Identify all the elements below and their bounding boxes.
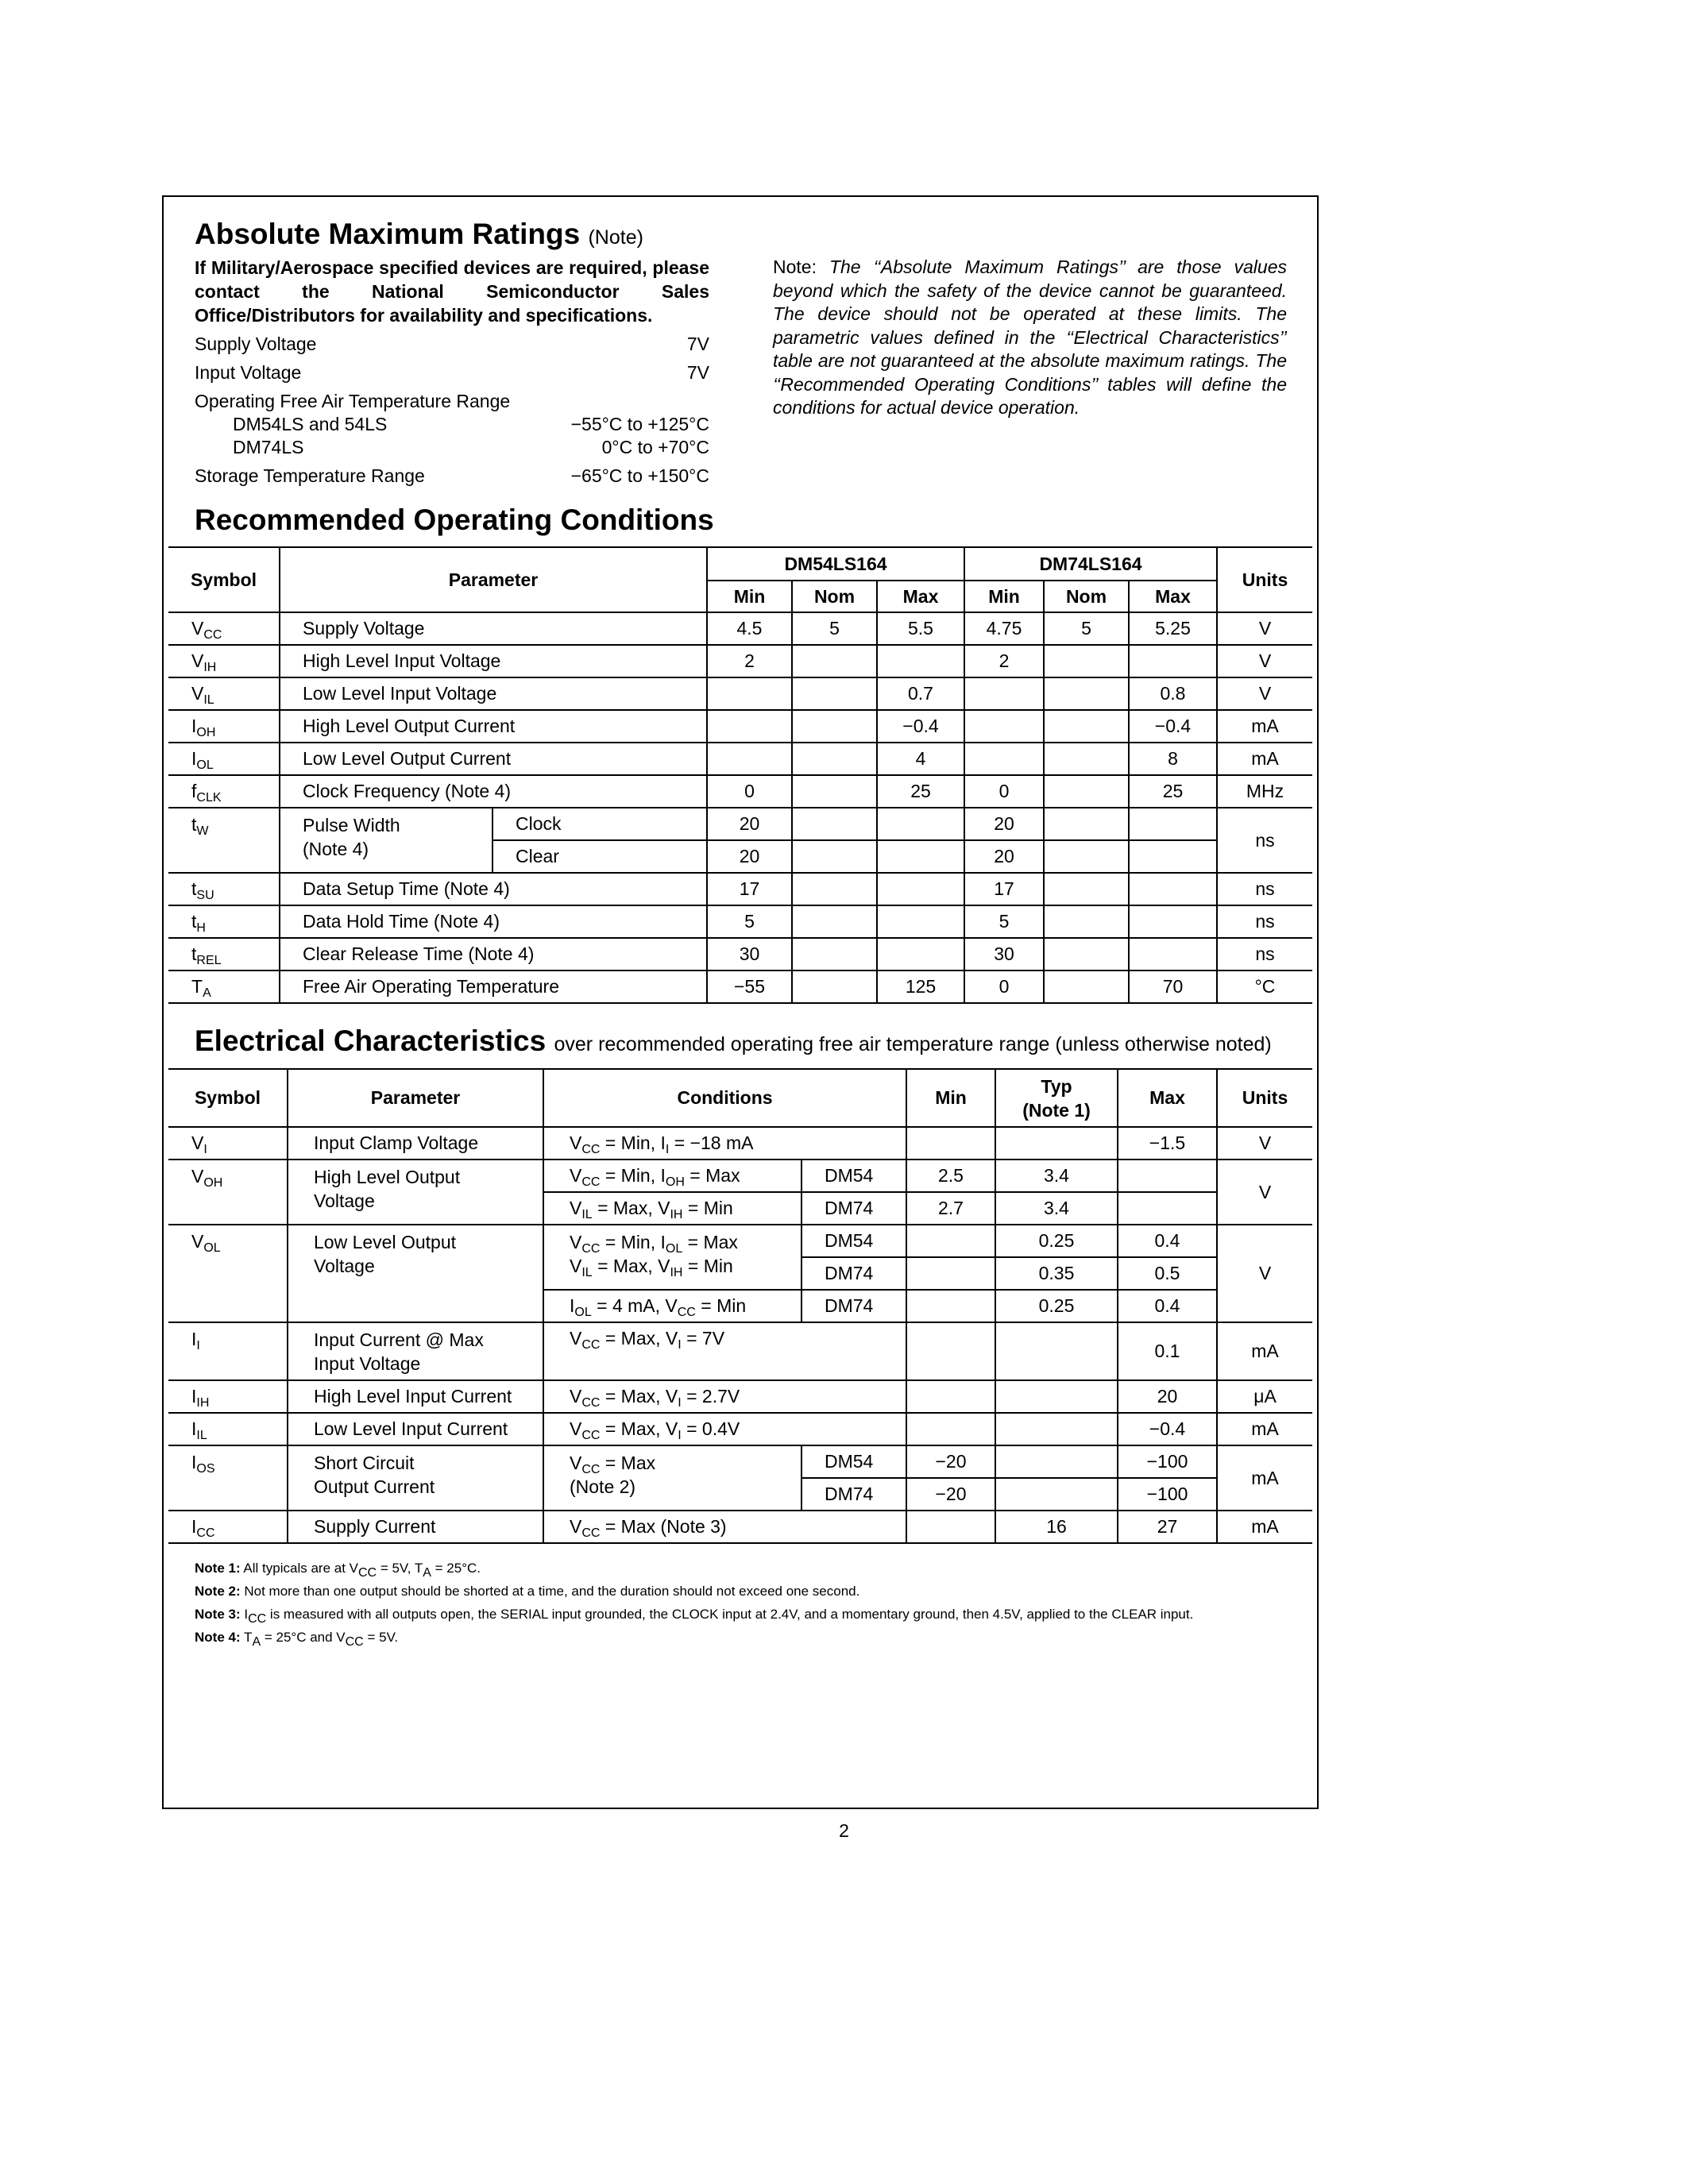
roc-cell: 4.75: [964, 612, 1044, 645]
ec-device: DM74: [802, 1478, 906, 1511]
amr-dm74-value: 0°C to +70°C: [601, 437, 709, 457]
roc-param: Data Setup Time (Note 4): [280, 873, 707, 905]
roc-cell: 125: [877, 970, 964, 1003]
amr-dm54-label: DM54LS and 54LS: [233, 414, 388, 434]
roc-cell: [792, 645, 877, 677]
roc-cell: 0.7: [877, 677, 964, 710]
page-number: 2: [839, 1820, 849, 1841]
roc-cell: [792, 743, 877, 775]
roc-cell: [1044, 873, 1129, 905]
ec-units: μA: [1217, 1380, 1312, 1413]
roc-cell: 20: [707, 840, 792, 873]
ec-cond: $V_{CC}$ = Max (Note 2): [543, 1445, 802, 1511]
note-4: Note 4: $T_A = 25^\circ C$ and $V_{CC} = 5V$.: [195, 1630, 399, 1649]
roc-cell: [792, 710, 877, 743]
roc-row: [168, 677, 1312, 710]
roc-cell: 0.8: [1129, 677, 1217, 710]
roc-cell: 4: [877, 743, 964, 775]
ec-typ: 0.25: [995, 1290, 1118, 1322]
ec-param: Low Level Input Current: [288, 1413, 543, 1445]
roc-cell: 5.25: [1129, 612, 1217, 645]
amr-supply-label: Supply Voltage: [195, 334, 317, 354]
ec-max: −100: [1118, 1478, 1217, 1511]
ec-title: [195, 1024, 1272, 1058]
ec-h-parameter: Parameter: [288, 1069, 543, 1127]
roc-row: [168, 743, 1312, 775]
ec-max: −100: [1118, 1445, 1217, 1478]
ec-sym: $V_{OH}$: [168, 1160, 288, 1225]
amr-input-row: [195, 362, 709, 386]
ec-max: 0.1: [1118, 1322, 1217, 1380]
roc-cell: [1044, 840, 1129, 873]
roc-cell: [1129, 808, 1217, 840]
note-3: Note 3: $I_{CC}$ is measured with all outputs open, the SERIAL input grounded, the CLOCK input at 2.4V, and a momentary ground, then 4.5V, applied to the CLEAR input.: [195, 1607, 1194, 1626]
roc-cell: 0: [964, 775, 1044, 808]
roc-h-nom: Nom: [1044, 581, 1129, 612]
ec-h-symbol: Symbol: [168, 1069, 288, 1127]
amr-optemp-label: Operating Free Air Temperature Range: [195, 391, 511, 411]
roc-sym: $V_{CC}$: [168, 612, 280, 645]
ec-h-typ: Typ (Note 1): [995, 1069, 1118, 1127]
ec-device: DM54: [802, 1160, 906, 1192]
ec-param: Input Clamp Voltage: [288, 1127, 543, 1160]
roc-cell: [1129, 840, 1217, 873]
roc-cell: [792, 677, 877, 710]
roc-param: Free Air Operating Temperature: [280, 970, 707, 1003]
ec-param: Supply Current: [288, 1511, 543, 1543]
amr-storage-row: [195, 465, 709, 489]
ec-units: mA: [1217, 1413, 1312, 1445]
amr-title-note: (Note): [588, 226, 643, 249]
roc-cell: [877, 938, 964, 970]
ec-max: 27: [1118, 1511, 1217, 1543]
roc-h-nom: Nom: [792, 581, 877, 612]
roc-sym: $I_{OH}$: [168, 710, 280, 743]
roc-sym: $t_W$: [168, 808, 280, 873]
roc-cell: 0: [964, 970, 1044, 1003]
ec-row-vi: [168, 1127, 1312, 1160]
ec-cond: $V_{CC}$ = Max, $V_I = 2.7V$: [543, 1380, 906, 1413]
roc-param: Clock Frequency (Note 4): [280, 775, 707, 808]
roc-units: V: [1217, 645, 1312, 677]
amr-storage-label: Storage Temperature Range: [195, 465, 425, 486]
roc-cell: 4.5: [707, 612, 792, 645]
note-1: Note 1: All typicals are at $V_{CC} = 5V$, $T_A = 25^\circ C$.: [195, 1561, 481, 1580]
roc-cell: 5: [1044, 612, 1129, 645]
ec-sym: $V_I$: [168, 1127, 288, 1160]
roc-cell: [1044, 808, 1129, 840]
roc-cell: 20: [964, 808, 1044, 840]
amr-storage-value: −65°C to +150°C: [570, 465, 709, 486]
roc-cell: [1044, 677, 1129, 710]
roc-cell: 17: [964, 873, 1044, 905]
amr-title: [195, 218, 643, 251]
roc-row: [168, 970, 1312, 1003]
ec-param: Input Current @ Max Input Voltage: [288, 1322, 543, 1380]
roc-cell: −0.4: [877, 710, 964, 743]
ec-units: V: [1217, 1127, 1312, 1160]
roc-cell: 25: [877, 775, 964, 808]
ec-min: 2.5: [906, 1160, 995, 1192]
roc-units: mA: [1217, 710, 1312, 743]
amr-supply-row: [195, 334, 709, 357]
ec-h-max: Max: [1118, 1069, 1217, 1127]
roc-cell: [792, 808, 877, 840]
amr-input-value: 7V: [686, 362, 709, 383]
roc-title: Recommended Operating Conditions: [195, 504, 714, 536]
roc-h-units: Units: [1217, 547, 1312, 612]
ec-typ: 3.4: [995, 1160, 1118, 1192]
roc-cell: [1129, 905, 1217, 938]
roc-sym: $t_{SU}$: [168, 873, 280, 905]
ec-units: mA: [1217, 1445, 1312, 1511]
roc-param: Pulse Width (Note 4): [280, 808, 492, 873]
ec-sym: $I_{CC}$: [168, 1511, 288, 1543]
roc-cell: 5: [964, 905, 1044, 938]
ec-typ: 3.4: [995, 1192, 1118, 1225]
ec-cond: $V_{CC}$ = Min, $I_{OH}$ = Max: [543, 1160, 802, 1192]
ec-row-voh: [168, 1160, 1312, 1192]
roc-cell: 25: [1129, 775, 1217, 808]
roc-units: ns: [1217, 938, 1312, 970]
roc-sym: $t_{REL}$: [168, 938, 280, 970]
roc-table: [168, 546, 1312, 1004]
roc-cell: 2: [964, 645, 1044, 677]
ec-device: DM54: [802, 1225, 906, 1257]
amr-optemp-row: [195, 391, 709, 415]
ec-device: DM54: [802, 1445, 906, 1478]
military-text: If Military/Aerospace specified devices are required, please contact the National Semiconductor Sales Office/Distributors for availability and specifications.: [195, 257, 709, 326]
ec-subtitle: over recommended operating free air temperature range (unless otherwise noted): [554, 1033, 1272, 1055]
ec-units: V: [1217, 1225, 1312, 1322]
amr-note-text: The ‘‘Absolute Maximum Ratings’’ are those values beyond which the safety of the device cannot be guaranteed. The device should not be operated at these limits. The parametric values defined in the ‘‘Electrical Characteristics’’ table are not guaranteed at the absolute maximum ratings. The ‘‘Recommended Operating Conditions’’ tables will define the conditions for actual device operation.: [773, 257, 1287, 418]
ec-row-ios: [168, 1445, 1312, 1478]
ec-cond: $V_{CC}$ = Max, $V_I = 7V$: [543, 1322, 906, 1380]
roc-cell: [964, 710, 1044, 743]
roc-row: [168, 905, 1312, 938]
roc-units: MHz: [1217, 775, 1312, 808]
ec-cond: $V_{CC}$ = Min, $I_{OL}$ = Max $V_{IL}$ = Max, $V_{IH}$ = Min: [543, 1225, 802, 1290]
roc-units: V: [1217, 677, 1312, 710]
ec-row-vol: [168, 1225, 1312, 1257]
amr-input-label: Input Voltage: [195, 362, 302, 383]
ec-max: −0.4: [1118, 1413, 1217, 1445]
roc-cell: 30: [964, 938, 1044, 970]
ec-cond: $V_{CC}$ = Min, $I_I = -18$ mA: [543, 1127, 906, 1160]
ec-row-iil: [168, 1413, 1312, 1445]
roc-units: mA: [1217, 743, 1312, 775]
roc-h-max: Max: [877, 581, 964, 612]
roc-cell: 70: [1129, 970, 1217, 1003]
ec-h-conditions: Conditions: [543, 1069, 906, 1127]
ec-h-min: Min: [906, 1069, 995, 1127]
roc-h-max: Max: [1129, 581, 1217, 612]
ec-row-icc: [168, 1511, 1312, 1543]
ec-max: 0.5: [1118, 1257, 1217, 1290]
roc-param: High Level Output Current: [280, 710, 707, 743]
roc-row: [168, 938, 1312, 970]
roc-cell: 30: [707, 938, 792, 970]
roc-tw-clock-label: Clock: [492, 808, 707, 840]
ec-sym: $I_I$: [168, 1322, 288, 1380]
ec-device: DM74: [802, 1192, 906, 1225]
roc-cell: [877, 905, 964, 938]
amr-dm74-label: DM74LS: [233, 437, 304, 457]
roc-row: [168, 775, 1312, 808]
ec-h-units: Units: [1217, 1069, 1312, 1127]
roc-param: Low Level Output Current: [280, 743, 707, 775]
roc-cell: [877, 873, 964, 905]
roc-units: V: [1217, 612, 1312, 645]
roc-row: [168, 612, 1312, 645]
roc-sym: $T_A$: [168, 970, 280, 1003]
roc-sym: $I_{OL}$: [168, 743, 280, 775]
roc-cell: −55: [707, 970, 792, 1003]
amr-note: [773, 256, 1287, 420]
roc-cell: [1044, 938, 1129, 970]
roc-cell: [1044, 970, 1129, 1003]
roc-cell: 17: [707, 873, 792, 905]
roc-row: [168, 873, 1312, 905]
ec-sym: $V_{OL}$: [168, 1225, 288, 1322]
roc-h-symbol: Symbol: [168, 547, 280, 612]
ec-param: High Level Output Voltage: [288, 1160, 543, 1225]
roc-cell: 5: [792, 612, 877, 645]
ec-param: Short Circuit Output Current: [288, 1445, 543, 1511]
roc-cell: [877, 840, 964, 873]
roc-cell: [707, 677, 792, 710]
roc-cell: 20: [964, 840, 1044, 873]
roc-h-parameter: Parameter: [280, 547, 707, 612]
roc-cell: [792, 938, 877, 970]
roc-sym: $V_{IL}$: [168, 677, 280, 710]
ec-typ: 0.35: [995, 1257, 1118, 1290]
roc-param: Low Level Input Voltage: [280, 677, 707, 710]
ec-units: mA: [1217, 1511, 1312, 1543]
ec-typ: 0.25: [995, 1225, 1118, 1257]
roc-cell: 5: [707, 905, 792, 938]
roc-cell: [1044, 743, 1129, 775]
roc-param: High Level Input Voltage: [280, 645, 707, 677]
roc-cell: [964, 743, 1044, 775]
ec-row-iih: [168, 1380, 1312, 1413]
roc-cell: [1129, 938, 1217, 970]
roc-h-min: Min: [707, 581, 792, 612]
roc-cell: 2: [707, 645, 792, 677]
roc-cell: 20: [707, 808, 792, 840]
roc-sym: $f_{CLK}$: [168, 775, 280, 808]
roc-cell: [792, 840, 877, 873]
roc-units: ns: [1217, 905, 1312, 938]
roc-units: °C: [1217, 970, 1312, 1003]
roc-row: [168, 710, 1312, 743]
ec-min: 2.7: [906, 1192, 995, 1225]
roc-cell: −0.4: [1129, 710, 1217, 743]
roc-cell: [792, 873, 877, 905]
roc-cell: [707, 743, 792, 775]
ec-min: −20: [906, 1478, 995, 1511]
roc-cell: [964, 677, 1044, 710]
roc-param: Clear Release Time (Note 4): [280, 938, 707, 970]
roc-row-tw: [168, 808, 1312, 840]
ec-sym: $I_{OS}$: [168, 1445, 288, 1511]
ec-cond: $V_{CC}$ = Max (Note 3): [543, 1511, 906, 1543]
roc-cell: [792, 905, 877, 938]
ec-param: Low Level Output Voltage: [288, 1225, 543, 1322]
roc-h-dm54: DM54LS164: [707, 547, 964, 581]
ec-cond: $V_{IL}$ = Max, $V_{IH}$ = Min: [543, 1192, 802, 1225]
roc-param: Supply Voltage: [280, 612, 707, 645]
ec-min: −20: [906, 1445, 995, 1478]
amr-supply-value: 7V: [686, 334, 709, 354]
amr-dm54-row: [195, 414, 709, 438]
roc-units: ns: [1217, 873, 1312, 905]
roc-tw-clear-label: Clear: [492, 840, 707, 873]
ec-units: V: [1217, 1160, 1312, 1225]
ec-table: [168, 1068, 1312, 1544]
roc-cell: [877, 808, 964, 840]
roc-cell: 8: [1129, 743, 1217, 775]
ec-cond: $V_{CC}$ = Max, $V_I = 0.4V$: [543, 1413, 906, 1445]
roc-sym: $V_{IH}$: [168, 645, 280, 677]
footnotes: [195, 1561, 1291, 1653]
ec-sym: $I_{IH}$: [168, 1380, 288, 1413]
ec-max: 0.4: [1118, 1290, 1217, 1322]
roc-cell: [1044, 645, 1129, 677]
roc-cell: [792, 970, 877, 1003]
roc-cell: [792, 775, 877, 808]
amr-dm54-value: −55°C to +125°C: [570, 414, 709, 434]
ec-param: High Level Input Current: [288, 1380, 543, 1413]
roc-sym: $t_H$: [168, 905, 280, 938]
ec-sym: $I_{IL}$: [168, 1413, 288, 1445]
note-2: Note 2: Not more than one output should be shorted at a time, and the duration should not exceed one second.: [195, 1584, 860, 1599]
roc-cell: [877, 645, 964, 677]
ec-title-text: Electrical Characteristics: [195, 1024, 547, 1057]
amr-note-prefix: Note:: [773, 257, 817, 277]
roc-cell: [1044, 775, 1129, 808]
roc-cell: [1044, 905, 1129, 938]
amr-title-text: Absolute Maximum Ratings: [195, 218, 581, 250]
ec-typ: 16: [995, 1511, 1118, 1543]
roc-row: [168, 645, 1312, 677]
roc-units: ns: [1217, 808, 1312, 873]
ec-max: 20: [1118, 1380, 1217, 1413]
roc-cell: [1044, 710, 1129, 743]
roc-cell: [1129, 873, 1217, 905]
ec-row-ii: [168, 1322, 1312, 1380]
roc-h-min: Min: [964, 581, 1044, 612]
roc-cell: 0: [707, 775, 792, 808]
ec-max: −1.5: [1118, 1127, 1217, 1160]
ec-cond: $I_{OL} = 4$ mA, $V_{CC}$ = Min: [543, 1290, 802, 1322]
ec-max: 0.4: [1118, 1225, 1217, 1257]
ec-device: DM74: [802, 1257, 906, 1290]
roc-h-dm74: DM74LS164: [964, 547, 1217, 581]
roc-cell: [707, 710, 792, 743]
roc-cell: [1129, 645, 1217, 677]
ec-device: DM74: [802, 1290, 906, 1322]
roc-param: Data Hold Time (Note 4): [280, 905, 707, 938]
roc-cell: 5.5: [877, 612, 964, 645]
amr-dm74-row: [195, 437, 709, 461]
ec-units: mA: [1217, 1322, 1312, 1380]
